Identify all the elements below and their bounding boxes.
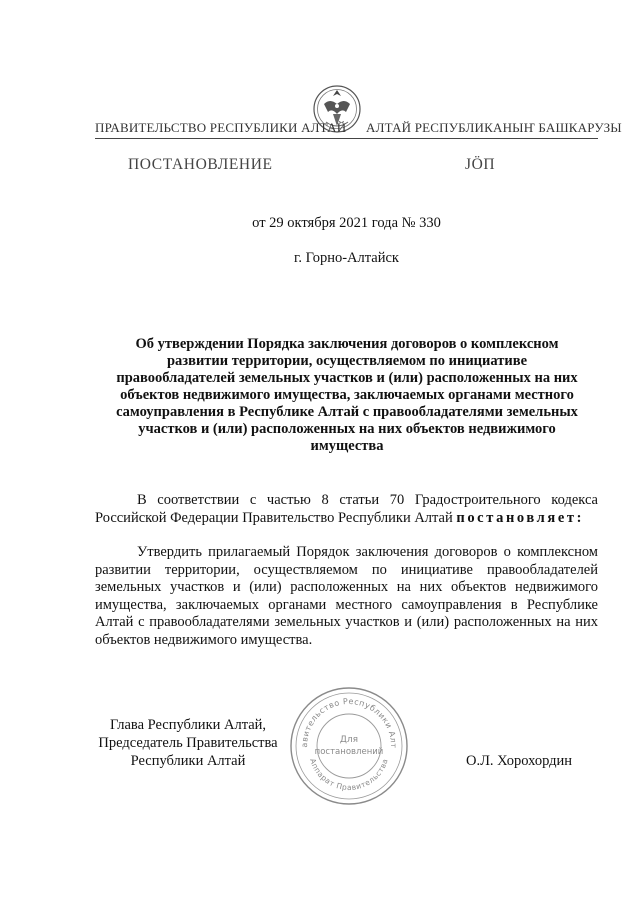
preamble-paragraph [95, 492, 598, 527]
org-name-altai: АЛТАЙ РЕСПУБЛИКАНЫҤ БАШКАРУЗЫ [366, 120, 622, 135]
doc-city: г. Горно-Алтайск [294, 250, 399, 266]
decree-text: Утвердить прилагаемый Порядок заключения договоров о комплексном развитии территории, осуществляемом по инициативе правообладателей земельных участков и (или) расположенных на них объектов недвижимого имущества, заключаемых органами местного самоуправления в Республике Алтай с правообладателями земельных участков и (или) расположенных на них объектов недвижимого имущества. [95, 544, 598, 648]
svg-text:Аппарат Правительства [308, 757, 390, 792]
official-stamp [287, 684, 411, 808]
signatory-title [95, 716, 281, 770]
decree-paragraph [95, 544, 598, 649]
decree-keyword: постановляет: [456, 509, 585, 526]
org-name-russian: ПРАВИТЕЛЬСТВО РЕСПУБЛИКИ АЛТАЙ [95, 120, 347, 135]
stamp-ring-text: авительство Республики Алт [299, 696, 399, 749]
doc-type-russian: ПОСТАНОВЛЕНИЕ [128, 156, 273, 173]
signatory-name: О.Л. Хорохордин [466, 753, 573, 769]
header-divider [95, 138, 598, 139]
doc-title: Об утверждении Порядка заключения договоров о комплексном развитии территории, осуществляемом по инициативе правообладателей земельных участков и (или) расположенных на них объектов недвижимого имущества, заключаемых органами местного самоуправления в Республике Алтай с правообладателями земельных участков и (или) расположенных на них объектов недвижимого имущества [116, 336, 578, 454]
doc-date-number: от 29 октября 2021 года № 330 [252, 215, 441, 231]
stamp-center-line-1: Для [339, 735, 359, 745]
doc-type-altai: ЈӦП [465, 156, 496, 173]
stamp-center-line-2: постановлений [314, 747, 384, 757]
signatory-line-3: Республики Алтай [130, 753, 246, 769]
signatory-line-2: Председатель Правительства [98, 735, 278, 751]
signatory-line-1: Глава Республики Алтай, [109, 717, 267, 733]
preamble-text: В соответствии с частью 8 статьи 70 Градостроительного кодекса Российской Федерации Правительство Республики Алтай [95, 492, 598, 526]
stamp-bottom-text: Аппарат Правительства [308, 757, 390, 793]
